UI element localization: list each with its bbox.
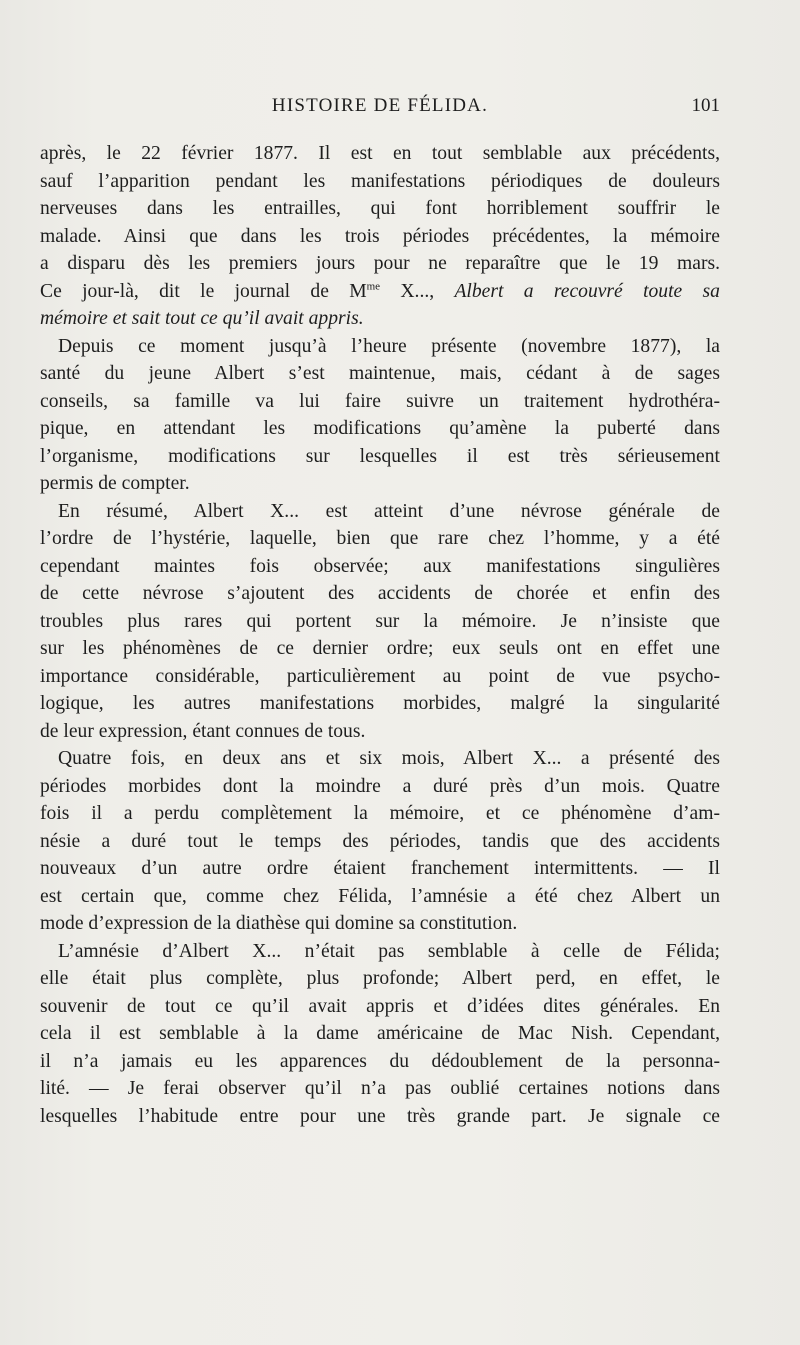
text-line xyxy=(40,828,720,856)
text-line xyxy=(40,883,720,911)
text-segment: X..., xyxy=(380,280,455,302)
text-segment: nerveuses dans les entrailles, qui font horriblement souffrir le xyxy=(40,198,720,219)
text-segment: L’amnésie d’Albert X... n’était pas semblable à celle de Félida; xyxy=(58,940,720,962)
text-line xyxy=(40,470,720,498)
text-line xyxy=(40,1103,720,1131)
running-title: HISTOIRE DE FÉLIDA. xyxy=(271,95,489,116)
text-segment: de leur expression, étant connues de tous. xyxy=(40,720,366,742)
text-segment: fois il a perdu complètement la mémoire, et ce phénomène d’am- xyxy=(40,803,720,824)
text-segment: conseils, sa famille va lui faire suivre un traitement hydrothéra- xyxy=(40,390,720,412)
text-line xyxy=(40,635,720,663)
text-line xyxy=(40,360,720,388)
text-segment: mode d’expression de la diathèse qui domine sa constitution. xyxy=(40,913,518,934)
text-line xyxy=(40,773,720,801)
body-text xyxy=(40,140,720,1130)
text-segment: périodes morbides dont la moindre a duré près d’un mois. Quatre xyxy=(40,775,720,797)
running-header xyxy=(40,92,720,122)
text-line xyxy=(40,195,720,223)
text-segment: elle était plus complète, plus profonde; Albert perd, en effet, le xyxy=(40,968,720,989)
text-line xyxy=(40,553,720,581)
text-line xyxy=(40,690,720,718)
italic-text: mémoire et sait tout ce qu’il avait appris. xyxy=(40,308,364,329)
text-segment: a disparu dès les premiers jours pour ne reparaître que le 19 mars. xyxy=(40,253,720,274)
text-line xyxy=(40,498,720,526)
text-segment: sur les phénomènes de ce dernier ordre; eux seuls ont en effet une xyxy=(40,638,720,659)
text-segment: l’ordre de l’hystérie, laquelle, bien que rare chez l’homme, y a été xyxy=(40,528,720,549)
text-segment: lité. — Je ferai observer qu’il n’a pas oublié certaines notions dans xyxy=(40,1078,720,1099)
text-line xyxy=(40,965,720,993)
text-line xyxy=(40,663,720,691)
text-line xyxy=(40,855,720,883)
text-segment: est certain que, comme chez Félida, l’amnésie a été chez Albert un xyxy=(40,885,720,907)
page-number: 101 xyxy=(691,95,720,116)
text-line xyxy=(40,1075,720,1103)
text-line xyxy=(40,745,720,773)
text-line xyxy=(40,415,720,443)
text-line xyxy=(40,168,720,196)
text-line xyxy=(40,800,720,828)
text-segment: sauf l’apparition pendant les manifestations périodiques de douleurs xyxy=(40,170,720,192)
text-segment: malade. Ainsi que dans les trois périodes précédentes, la mémoire xyxy=(40,225,720,247)
text-line xyxy=(40,140,720,168)
text-segment: il n’a jamais eu les apparences du dédoublement de la personna- xyxy=(40,1050,720,1072)
italic-text: Albert a recouvré toute sa xyxy=(454,280,720,302)
text-line xyxy=(40,580,720,608)
text-segment: pique, en attendant les modifications qu’amène la puberté dans xyxy=(40,418,720,439)
text-line xyxy=(40,278,720,306)
text-line xyxy=(40,250,720,278)
superscript-text: me xyxy=(366,279,381,292)
text-segment: cependant maintes fois observée; aux manifestations singulières xyxy=(40,555,720,577)
text-segment: l’organisme, modifications sur lesquelles il est très sérieusement xyxy=(40,445,720,467)
text-line xyxy=(40,388,720,416)
text-segment: souvenir de tout ce qu’il avait appris et d’idées dites générales. En xyxy=(40,995,720,1017)
text-segment: troubles plus rares qui portent sur la mémoire. Je n’insiste que xyxy=(40,610,720,632)
text-line xyxy=(40,305,720,333)
text-line xyxy=(40,333,720,361)
text-line xyxy=(40,910,720,938)
text-line xyxy=(40,223,720,251)
text-line xyxy=(40,608,720,636)
text-line xyxy=(40,1020,720,1048)
text-segment: logique, les autres manifestations morbides, malgré la singularité xyxy=(40,693,720,714)
text-segment: nouveaux d’un autre ordre étaient franchement intermittents. — Il xyxy=(40,858,720,879)
text-segment: Ce jour-là, dit le journal de M xyxy=(40,280,367,302)
text-line xyxy=(40,718,720,746)
text-segment: cela il est semblable à la dame américaine de Mac Nish. Cependant, xyxy=(40,1023,720,1044)
text-line xyxy=(40,525,720,553)
text-segment: nésie a duré tout le temps des périodes, tandis que des accidents xyxy=(40,830,720,852)
text-line xyxy=(40,993,720,1021)
text-segment: après, le 22 février 1877. Il est en tout semblable aux précédents, xyxy=(40,143,720,164)
text-segment: importance considérable, particulièrement au point de vue psycho- xyxy=(40,665,720,687)
text-line xyxy=(40,443,720,471)
text-segment: de cette névrose s’ajoutent des accidents de chorée et enfin des xyxy=(40,583,720,604)
text-line xyxy=(40,938,720,966)
text-segment: Quatre fois, en deux ans et six mois, Albert X... a présenté des xyxy=(58,748,720,769)
text-segment: permis de compter. xyxy=(40,473,190,494)
text-segment: santé du jeune Albert s’est maintenue, mais, cédant à de sages xyxy=(40,363,720,384)
text-line xyxy=(40,1048,720,1076)
text-segment: lesquelles l’habitude entre pour une très grande part. Je signale ce xyxy=(40,1105,720,1127)
text-segment: Depuis ce moment jusqu’à l’heure présente (novembre 1877), la xyxy=(58,335,720,357)
text-segment: En résumé, Albert X... est atteint d’une névrose générale de xyxy=(58,500,720,522)
